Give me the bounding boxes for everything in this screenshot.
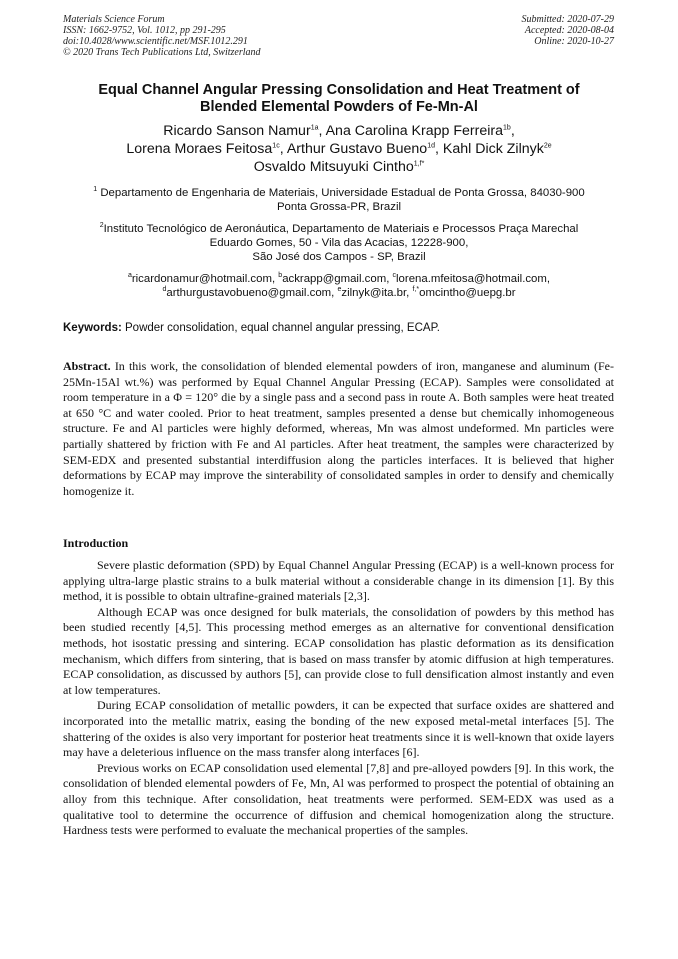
journal-name: Materials Science Forum [63,14,165,25]
submitted-date: Submitted: 2020-07-29 [521,14,614,25]
journal-info [63,14,261,58]
email-mark: f,* [412,286,420,294]
abstract [63,359,614,499]
section-heading-introduction: Introduction [63,536,129,550]
affiliation-2-line-1 [40,222,638,236]
email-link[interactable]: arthurgustavobueno@gmail.com [166,287,332,299]
author-name: Ana Carolina Krapp Ferreira [325,123,504,139]
affiliation-1 [40,186,638,214]
author-affiliation-mark: 1c [272,142,280,150]
accepted-date: Accepted: 2020-08-04 [524,25,614,36]
author-name: Osvaldo Mitsuyuki Cintho [253,159,414,175]
journal-copyright: © 2020 Trans Tech Publications Ltd, Switzerland [63,47,261,58]
affiliation-text: Departamento de Engenharia de Materiais, Universidade Estadual de Ponta Grossa, 84030-900 [100,187,585,199]
keywords-label: Keywords: [63,322,122,334]
email-link[interactable]: ricardonamur@hotmail.com [131,273,272,285]
affiliation-mark: 1 [93,186,98,194]
affiliation-2 [40,222,638,264]
journal-issn: ISSN: 1662-9752, Vol. 1012, pp 291-295 [63,25,226,36]
paragraph: Previous works on ECAP consolidation used elemental [7,8] and pre-alloyed powders [9]. In this work, the consolidation of blended elemental powders of Fe, Mn, Al was performed to prospect the potential of obtaining an alloy from this technique. After consolidation, heat treatments were performed. SEM-EDX was used as a qualitative tool to determine the occurrence of diffusion and chemical homogenization along the structure. Hardness tests were performed to evaluate the mechanical properties of the samples. [63,760,614,838]
keywords-text: Powder consolidation, equal channel angular pressing, ECAP. [125,322,440,334]
paragraph: Although ECAP was once designed for bulk materials, the consolidation of powders by this method has been studied recently [4,5]. This processing method emerges as an alternative for conventional densification methods, hot isostatic pressing and sintering. ECAP consolidation has plastic deformation as its densification mechanism, which differs from sintering, that is based on mass transfer by atomic diffusion at high temperatures. ECAP consolidation, as discussed by authors [5], can provide close to full densification almost instantly and even at low temperatures. [63,604,614,697]
emails-line-2: $^d$arthurgustavobueno@gmail.com, $^e$zilnyk@ita.br, $^{f,*}$omcintho@uepg.br [162,286,516,299]
publication-dates [522,14,615,47]
emails-line-1: $^a$ricardonamur@hotmail.com, $^b$ackrapp@gmail.com, $^c$lorena.mfeitosa@hotmail.com, [127,272,551,285]
email-link[interactable]: zilnyk@ita.br [341,287,407,299]
affiliation-1-line-2: Ponta Grossa-PR, Brazil [276,201,402,213]
online-date: Online: 2020-10-27 [534,36,614,47]
author-emails [40,272,638,300]
paper-title [40,82,638,116]
authors-line-3 [40,158,638,176]
author-affiliation-mark: 1d [427,142,435,150]
affiliation-2-line-2: Eduardo Gomes, 50 - Vila das Acacias, 12228-900, [209,237,469,249]
author-affiliation-mark: 1,f* [413,160,425,168]
author-name: Arthur Gustavo Bueno [286,141,428,157]
affiliation-2-line-3: São José dos Campos - SP, Brazil [252,251,426,263]
email-mark: c [392,272,397,280]
author-affiliation-mark: 2e [543,142,552,150]
title-line-2: Blended Elemental Powders of Fe-Mn-Al [200,99,478,115]
author-name: Ricardo Sanson Namur [163,123,311,139]
abstract-label: Abstract. [63,359,111,373]
authors-line-2: Lorena Moraes Feitosa$^{1c}$, Arthur Gustavo Bueno$^{1d}$, Kahl Dick Zilnyk$^{2e}$ [126,141,552,157]
email-link[interactable]: ackrapp@gmail.com [282,273,387,285]
email-mark: a [127,272,132,280]
authors-line-1: Ricardo Sanson Namur$^{1a}$, Ana Carolina Krapp Ferreira$^{1b}$, [163,123,515,139]
affiliation-text: Instituto Tecnológico de Aeronáutica, Departamento de Materiais e Processos Praça Marechal [103,223,579,235]
abstract-text: In this work, the consolidation of blended elemental powders of iron, manganese and aluminum (Fe-25Mn-15Al wt.%) was performed by Equal Channel Angular Pressing (ECAP). Samples were consolidated at room temperature in a Φ = 120° die by a single pass and a second pass in route A. Both samples were heat treated at 650 °C and water cooled. Prior to heat treatment, samples presented a dense but chemically inhomogeneous structure. Fe and Al particles were highly deformed, whereas, Mn was almost undeformed. Mn particles were partially shattered by friction with Fe and Al particles. After heat treatment, the samples were characterized by SEM-EDX and presented substantial interdiffusion along the particles interfaces. It is believed that higher deformations by ECAP may improve the sinterability of consolidated samples in order to densify and chemically homogenize it. [63,359,615,498]
affiliation-1-line-1 [40,186,638,200]
author-name: Kahl Dick Zilnyk [442,141,544,157]
affiliation-mark: 2 [99,222,104,230]
email-link[interactable]: lorena.mfeitosa@hotmail.com [396,273,547,285]
email-mark: e [337,286,342,294]
email-mark: b [278,272,283,280]
author-affiliation-mark: 1a [310,124,319,132]
introduction-body [63,558,614,839]
title-line-1: Equal Channel Angular Pressing Consolidation and Heat Treatment of [98,82,580,98]
author-name: Lorena Moraes Feitosa [126,141,273,157]
author-list [40,122,638,176]
email-link[interactable]: omcintho@uepg.br [419,287,516,299]
author-affiliation-mark: 1b [503,124,511,132]
keywords [63,322,440,334]
journal-doi: doi:10.4028/www.scientific.net/MSF.1012.291 [63,36,248,47]
paragraph: During ECAP consolidation of metallic powders, it can be expected that surface oxides are shattered and incorporated into the metallic matrix, easing the bonding of the new exposed metal-metal interfaces [5]. The shattering of the oxides is also very important for posterior heat treatments since it is well-known that oxide layers may have a deleterious influence on the mass transfer along interfaces [6]. [63,698,614,760]
paragraph: Severe plastic deformation (SPD) by Equal Channel Angular Pressing (ECAP) is a well-known process for applying ultra-large plastic strains to a bulk material without a considerable change in its dimension [1]. By this method, it is possible to obtain ultrafine-grained materials [2,3]. [63,558,614,604]
email-mark: d [162,286,167,294]
